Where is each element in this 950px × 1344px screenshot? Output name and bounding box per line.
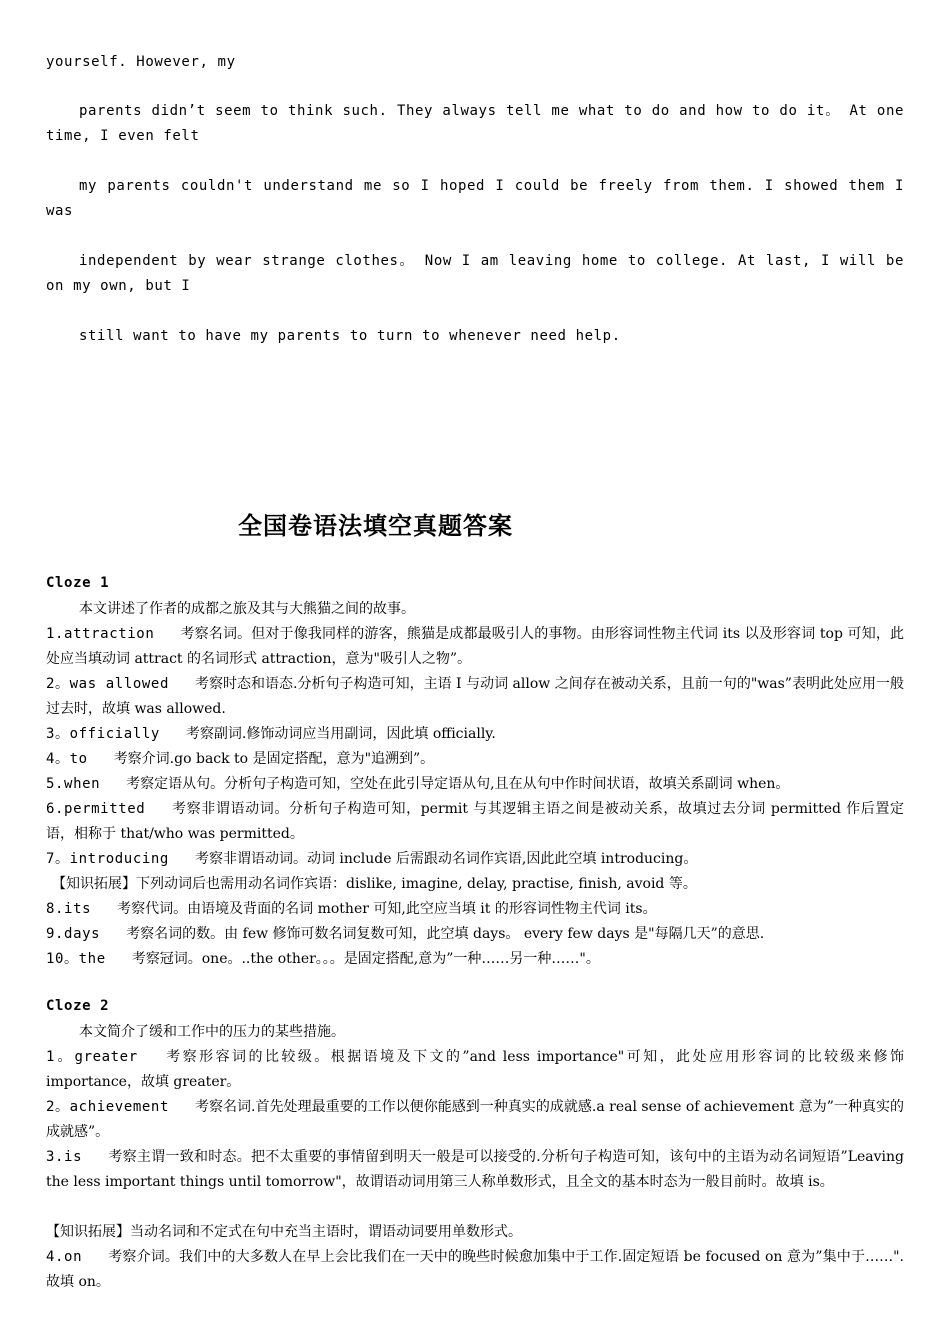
answer: 1。greater	[46, 1049, 138, 1065]
explanation: 考察介词。我们中的大多数人在早上会比我们在一天中的晚些时候愈加集中于工作.固定短语 be focused on 意为”集中于……".故填 on。	[46, 1249, 904, 1290]
intro-line-1: yourself. However, my	[46, 54, 236, 70]
answer: 3.is	[46, 1149, 83, 1165]
answer: 2。achievement	[46, 1099, 169, 1115]
answer: 4。to	[46, 751, 88, 767]
cloze2-knowledge: 【知识拓展】当动名词和不定式在句中充当主语时，谓语动词要用单数形式。	[46, 1224, 522, 1240]
cloze1-knowledge: 【知识拓展】下列动词后也需用动名词作宾语：dislike, imagine, delay, practise, finish, avoid 等。	[52, 876, 697, 892]
answer: 6.permitted	[46, 801, 146, 817]
explanation: 考察形容词的比较级。根据语境及下文的”and less importance"可知，此处应用形容词的比较级来修饰 importance，故填 greater。	[46, 1049, 904, 1090]
intro-line-5: still want to have my parents to turn to whenever need help.	[79, 328, 621, 344]
cloze2-item-1	[46, 1045, 904, 1095]
cloze2-item-2	[46, 1095, 904, 1145]
explanation: 考察冠词。one。..the other。。。是固定搭配,意为”一种……另一种……"。	[131, 951, 600, 967]
cloze1-item-3	[46, 722, 904, 747]
cloze1-item-9	[46, 922, 904, 947]
answer: 2。was allowed	[46, 676, 169, 692]
cloze1-summary: 本文讲述了作者的成都之旅及其与大熊猫之间的故事。	[79, 601, 415, 617]
explanation: 考察副词.修饰动词应当用副词，因此填 officially.	[185, 726, 496, 742]
cloze1-item-5	[46, 772, 904, 797]
cloze1-item-6	[46, 797, 904, 847]
answer: 8.its	[46, 901, 92, 917]
intro-line-3: my parents couldn't understand me so I hoped I could be freely from them. I showed them I was	[46, 178, 904, 219]
answer: 9.days	[46, 926, 101, 942]
explanation: 考察主谓一致和时态。把不太重要的事情留到明天一般是可以接受的.分析句子构造可知，该句中的主语为动名词短语”Leaving the less important things until tomorrow"，故谓语动词用第三人称单数形式，且全文的基本时态为一般目前时。故填 is。	[46, 1149, 904, 1190]
answer: 4.on	[46, 1249, 83, 1265]
answer: 10。the	[46, 951, 106, 967]
intro-line-4: independent by wear strange clothes。 Now I am leaving home to college. At last, I will be on my own, but I	[46, 253, 904, 294]
explanation: 考察介词.go back to 是固定搭配，意为"追溯到”。	[113, 751, 435, 767]
cloze1-item-4	[46, 747, 904, 772]
answer: 5.when	[46, 776, 101, 792]
cloze2-item-4	[46, 1245, 904, 1295]
cloze1-item-1	[46, 622, 904, 672]
cloze1-item-10	[46, 947, 904, 972]
page-title: 全国卷语法填空真题答案	[238, 511, 513, 540]
cloze2-summary: 本文简介了缓和工作中的压力的某些措施。	[79, 1024, 345, 1040]
answer: 1.attraction	[46, 626, 155, 642]
cloze1-item-2	[46, 672, 904, 722]
cloze1-heading: Cloze 1	[46, 575, 110, 591]
cloze2-item-3	[46, 1145, 904, 1195]
explanation: 考察名词.首先处理最重要的工作以便你能感到一种真实的成就感.a real sense of achievement 意为”一种真实的成就感”。	[46, 1099, 904, 1140]
explanation: 考察代词。由语境及背面的名词 mother 可知,此空应当填 it 的形容词性物主代词 its。	[117, 901, 657, 917]
answer: 3。officially	[46, 726, 160, 742]
explanation: 考察名词。但对于像我同样的游客，熊猫是成都最吸引人的事物。由形容词性物主代词 its 以及形容词 top 可知，此处应当填动词 attract 的名词形式 attraction，意为"吸引人之物”。	[46, 626, 904, 667]
explanation: 考察定语从句。分析句子构造可知，空处在此引导定语从句,且在从句中作时间状语，故填关系副词 when。	[126, 776, 790, 792]
answer: 7。introducing	[46, 851, 169, 867]
explanation: 考察非谓语动词。动词 include 后需跟动名词作宾语,因此此空填 introducing。	[194, 851, 698, 867]
intro-line-2: parents didn’t seem to think such. They always tell me what to do and how to do it。 At one time, I even felt	[46, 103, 904, 144]
cloze1-item-7	[46, 847, 904, 872]
cloze2-heading: Cloze 2	[46, 998, 110, 1014]
explanation: 考察时态和语态.分析句子构造可知，主语 I 与动词 allow 之间存在被动关系，且前一句的"was”表明此处应用一般过去时，故填 was allowed.	[46, 676, 905, 717]
explanation: 考察名词的数。由 few 修饰可数名词复数可知，此空填 days。 every few days 是"每隔几天”的意思.	[126, 926, 765, 942]
cloze1-item-8	[46, 897, 904, 922]
explanation: 考察非谓语动词。分析句子构造可知，permit 与其逻辑主语之间是被动关系，故填过去分词 permitted 作后置定语，相称于 that/who was permitted。	[46, 801, 904, 842]
